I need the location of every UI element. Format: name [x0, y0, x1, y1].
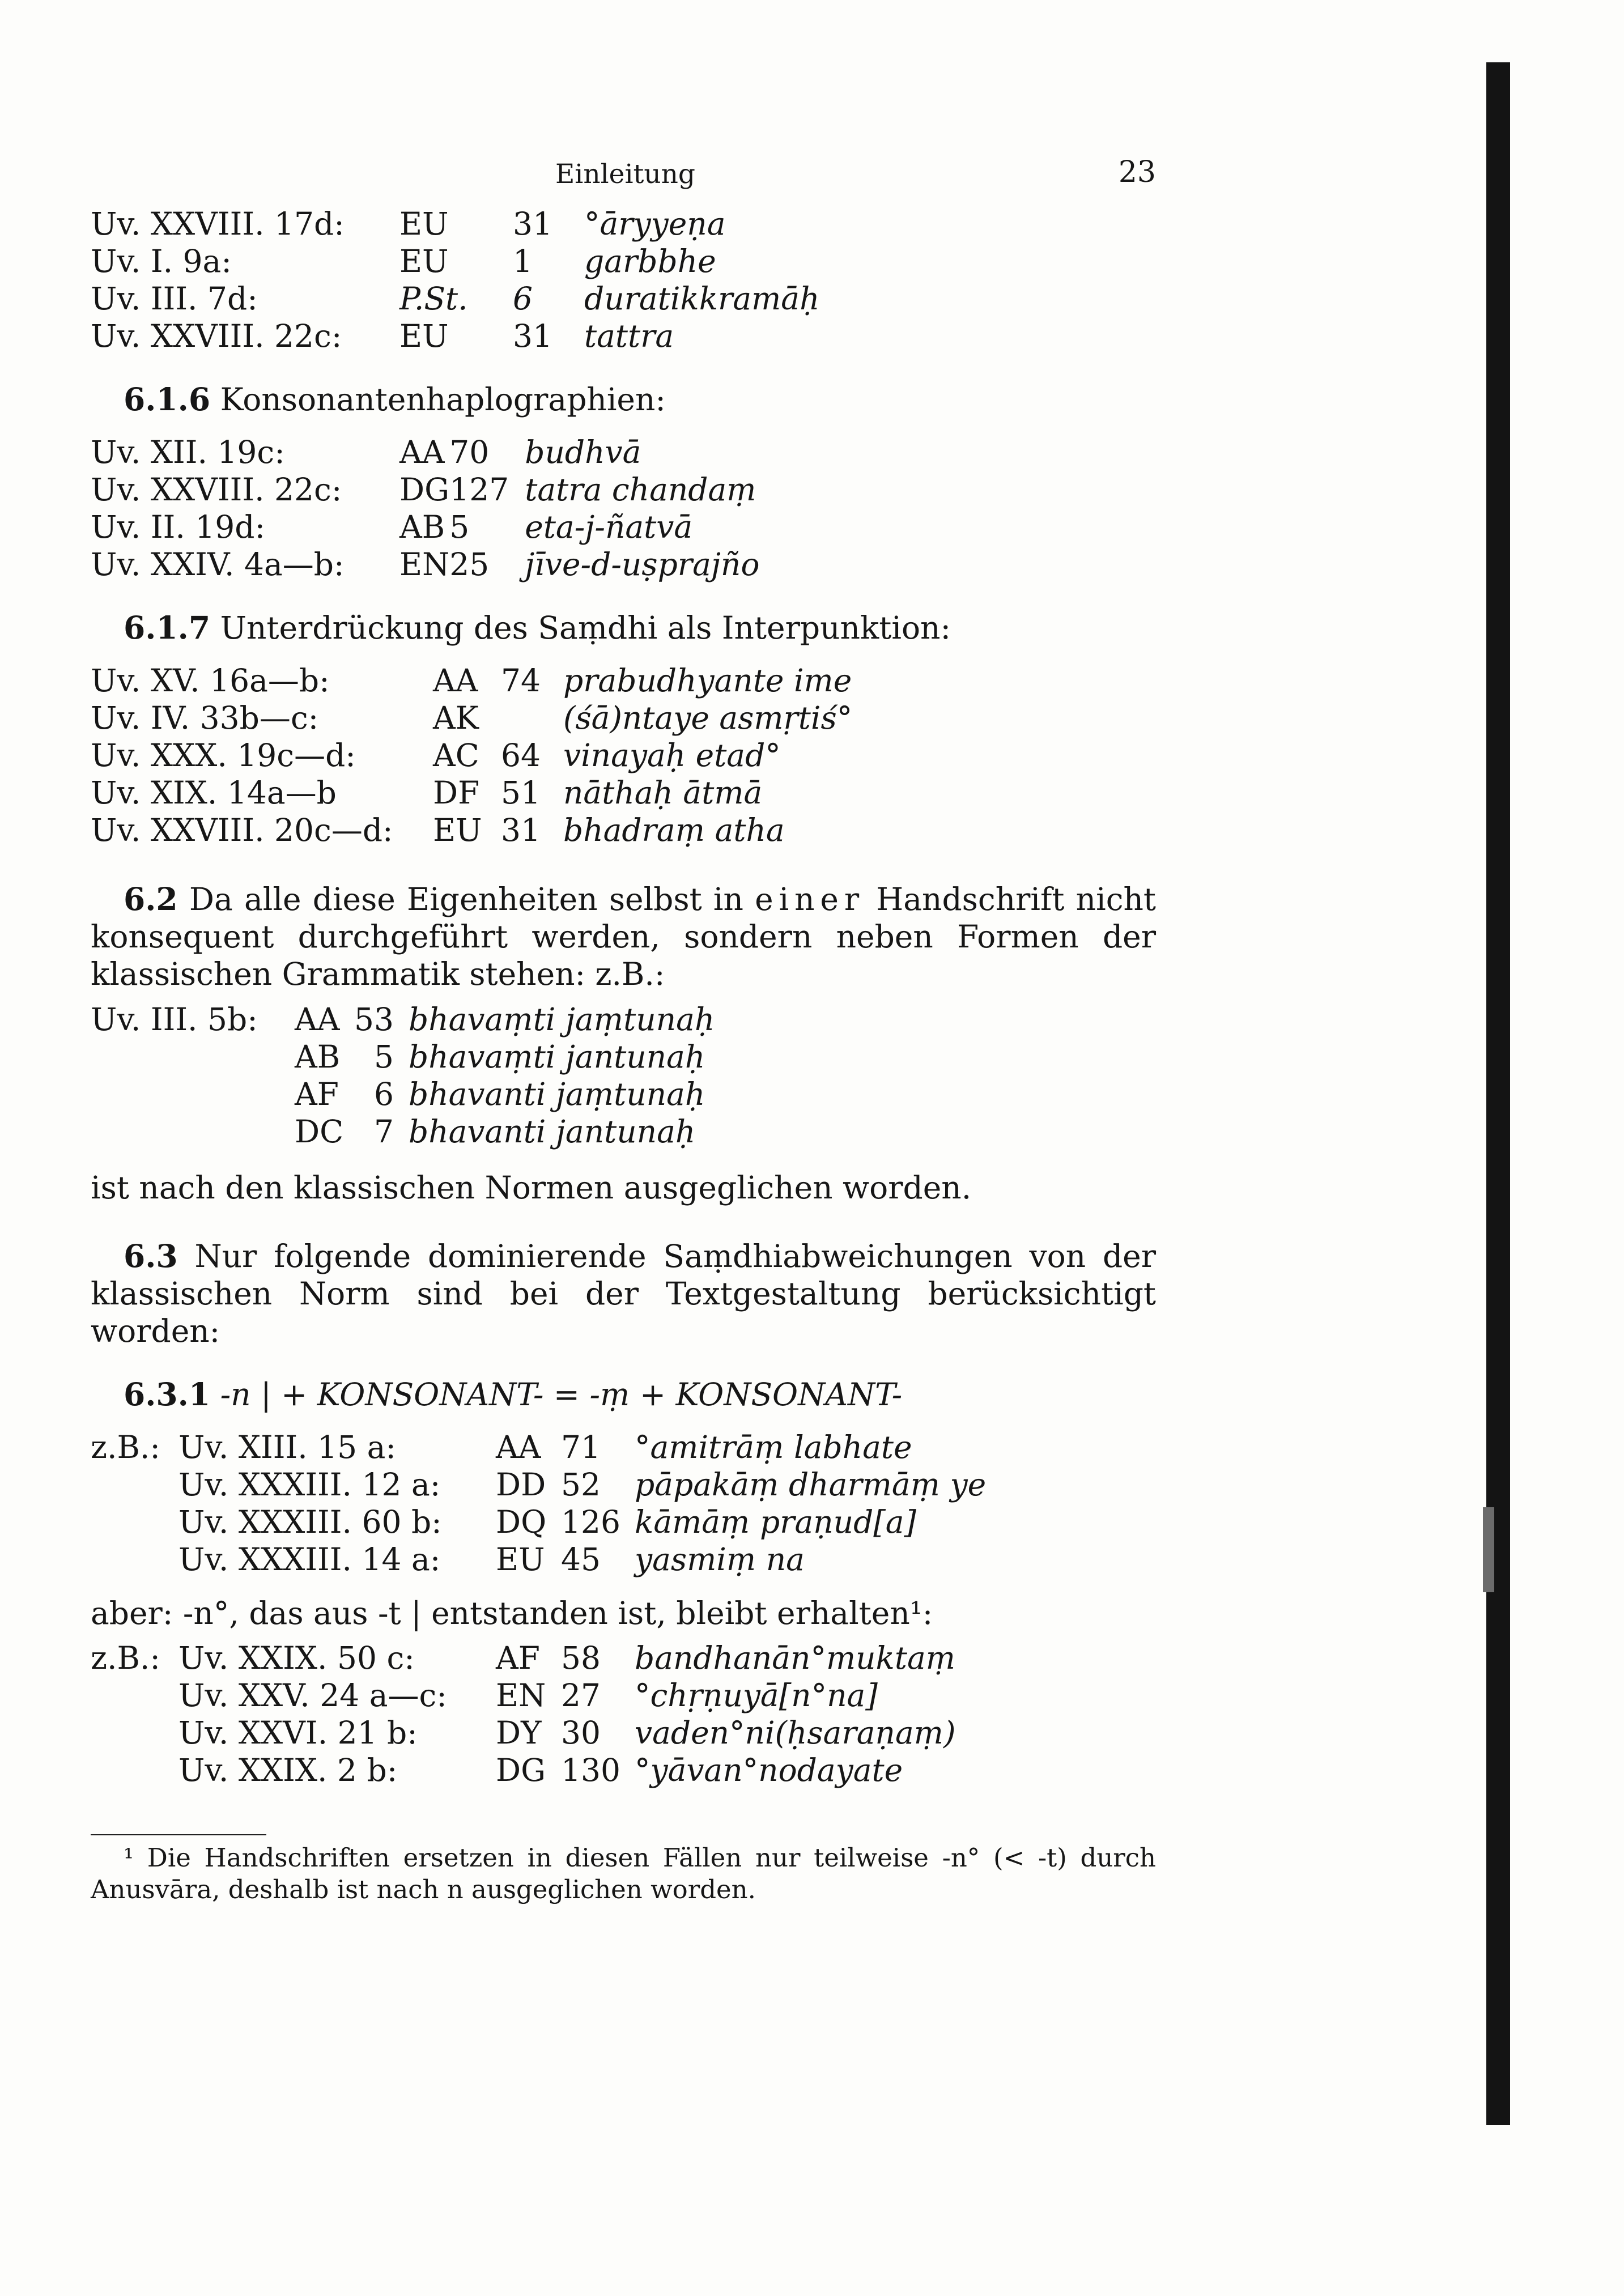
ref-folio: 31	[513, 206, 552, 242]
ref-folio: 58	[561, 1640, 601, 1676]
section-number: 6.3	[124, 1238, 178, 1274]
example-label	[91, 1466, 178, 1503]
ref-folio: 31	[513, 318, 552, 354]
footnote: ¹ Die Handschriften ersetzen in diesen Fällen nur teilweise -n° (< -t) durch Anusvāra, deshalb ist nach n ausgeglichen worden.	[91, 1843, 1156, 1904]
table-row	[91, 1503, 986, 1541]
running-title: Einleitung	[555, 159, 696, 190]
ref-manuscript: EN	[496, 1677, 546, 1714]
ref-source: Uv. XXX. 19c—d:	[91, 737, 356, 773]
ref-form: °chṛṇuyā[n°na]	[635, 1677, 878, 1714]
ref-manuscript: AB	[399, 509, 445, 545]
example-label: z.B.:	[91, 1640, 160, 1676]
ref-form: pāpakāṃ dharmāṃ ye	[635, 1466, 987, 1503]
ref-source: Uv. XXIX. 2 b:	[178, 1752, 398, 1788]
table-row	[91, 699, 852, 737]
ref-form: °āryyeṇa	[584, 206, 726, 242]
table-row	[91, 1714, 956, 1751]
example-label	[91, 1751, 178, 1789]
table-row	[91, 1751, 956, 1789]
paragraph-text: Da alle diese Eigenheiten selbst in	[189, 881, 743, 917]
ref-folio: 45	[561, 1541, 601, 1578]
paragraph-62	[91, 881, 1156, 993]
ref-manuscript: P.St.	[399, 280, 468, 317]
ref-manuscript: DY	[496, 1715, 542, 1751]
ref-form: vinayaḥ etad°	[563, 737, 781, 773]
emphasis-text: einer	[755, 881, 865, 917]
aber-line: aber: -n°, das aus -t | entstanden ist, bleibt erhalten¹:	[91, 1595, 933, 1631]
table-row	[91, 1541, 986, 1578]
ref-form: tattra	[584, 318, 674, 354]
ref-folio: 74	[501, 662, 541, 699]
ref-source: Uv. XXVIII. 20c—d:	[91, 812, 393, 848]
section-number: 6.3.1	[124, 1376, 211, 1413]
ref-form: prabudhyante ime	[563, 662, 852, 699]
table-row	[91, 471, 759, 508]
ref-folio: 71	[561, 1429, 601, 1465]
ref-form: (śā)ntaye asmṛtiś°	[563, 700, 853, 736]
section-heading-617	[124, 609, 1156, 646]
ref-form: vaden°ni(ḥsaraṇaṃ)	[635, 1715, 956, 1751]
ref-source: Uv. XXXIII. 14 a:	[178, 1541, 441, 1578]
ref-manuscript: DG	[399, 471, 450, 508]
ref-source: Uv. XIX. 14a—b	[91, 775, 337, 811]
ref-form: budhvā	[525, 434, 641, 470]
ref-form: yasmiṃ na	[635, 1541, 805, 1578]
example-label	[91, 1714, 178, 1751]
reference-table-62	[91, 1001, 715, 1150]
ref-manuscript: EU	[433, 812, 482, 848]
ref-form: bhavanti jaṃtunaḥ	[409, 1076, 705, 1112]
section-number: 6.1.7	[124, 609, 211, 646]
ref-manuscript: AA	[399, 434, 445, 470]
ref-folio: 25	[449, 546, 490, 582]
ref-folio: 31	[501, 812, 541, 848]
ref-source: Uv. II. 19d:	[91, 509, 266, 545]
ref-manuscript: DQ	[496, 1504, 547, 1540]
ref-form: °amitrāṃ labhate	[635, 1429, 912, 1465]
ref-manuscript: AC	[433, 737, 479, 773]
ref-form: bhavaṃti jantunaḥ	[409, 1039, 705, 1075]
ref-folio: 6	[513, 280, 533, 317]
ref-folio: 5	[374, 1039, 394, 1075]
ref-manuscript: AA	[433, 662, 478, 699]
ref-form: kāmāṃ praṇud[a]	[635, 1504, 917, 1540]
ref-manuscript: AB	[295, 1039, 341, 1075]
table-row	[91, 317, 820, 355]
ref-source: Uv. XXVI. 21 b:	[178, 1715, 418, 1751]
ref-form: bhavaṃti jaṃtunaḥ	[409, 1001, 715, 1038]
section-title: Konsonantenhaplographien:	[220, 381, 666, 418]
reference-table-631-b	[91, 1639, 956, 1789]
ref-form: jīve-d-uṣprajño	[525, 546, 760, 582]
table-row	[91, 433, 759, 471]
ref-source: Uv. XXVIII. 22c:	[91, 471, 342, 508]
ref-form: garbbhe	[584, 243, 716, 279]
table-row	[91, 1428, 986, 1466]
table-row	[91, 1466, 986, 1503]
ref-form: bhadraṃ atha	[563, 812, 785, 848]
book-page	[91, 155, 1157, 1931]
ref-manuscript: AK	[433, 700, 479, 736]
ref-manuscript: EU	[496, 1541, 545, 1578]
sandhi-rule: -n | + KONSONANT- = -ṃ + KONSONANT-	[220, 1376, 903, 1413]
ref-manuscript: AF	[295, 1076, 339, 1112]
table-row	[91, 774, 852, 811]
ref-folio: 127	[449, 471, 509, 508]
ref-manuscript: AA	[295, 1001, 340, 1038]
ref-source: Uv. III. 7d:	[91, 280, 258, 317]
ref-folio: 27	[561, 1677, 601, 1714]
ref-folio: 51	[501, 775, 541, 811]
ref-source: Uv. XIII. 15 a:	[178, 1429, 396, 1465]
ref-folio: 6	[374, 1076, 394, 1112]
ref-form: eta-j-ñatvā	[525, 509, 693, 545]
table-row	[91, 1113, 715, 1150]
table-row	[91, 1075, 715, 1113]
reference-table-616	[91, 433, 759, 583]
table-row	[91, 508, 759, 546]
ref-form: tatra chandaṃ	[525, 471, 756, 508]
ref-manuscript: DC	[295, 1113, 344, 1150]
ref-manuscript: EU	[399, 318, 449, 354]
ref-source: Uv. I. 9a:	[91, 243, 232, 279]
page-number: 23	[1118, 155, 1156, 189]
section-number: 6.2	[124, 881, 178, 917]
table-row	[91, 737, 852, 774]
ref-source: Uv. XXIX. 50 c:	[178, 1640, 415, 1676]
scan-edge-artifact	[1483, 1507, 1494, 1592]
ref-folio: 30	[561, 1715, 601, 1751]
example-label: Uv. III. 5b:	[91, 1001, 258, 1038]
ref-source: Uv. XXXIII. 12 a:	[178, 1466, 441, 1503]
ref-manuscript: EU	[399, 243, 449, 279]
ref-manuscript: DD	[496, 1466, 546, 1503]
reference-table-a	[91, 205, 820, 355]
ref-manuscript: AA	[496, 1429, 541, 1465]
ref-folio: 52	[561, 1466, 601, 1503]
example-label	[91, 1503, 178, 1541]
table-row	[91, 205, 820, 243]
ref-manuscript: DF	[433, 775, 480, 811]
section-title: Unterdrückung des Saṃdhi als Interpunktion:	[220, 610, 951, 646]
reference-table-617	[91, 662, 852, 849]
ref-form: bandhanān°muktaṃ	[635, 1640, 956, 1676]
table-row	[91, 280, 820, 317]
example-label: z.B.:	[91, 1429, 160, 1465]
table-row	[91, 662, 852, 699]
ref-source: Uv. IV. 33b—c:	[91, 700, 319, 736]
ref-folio: 53	[354, 1001, 394, 1038]
ref-form: nāthaḥ ātmā	[563, 775, 763, 811]
running-header	[91, 155, 1156, 198]
ref-source: Uv. XXVIII. 22c:	[91, 318, 342, 354]
ref-manuscript: EN	[399, 546, 450, 582]
table-row	[91, 243, 820, 280]
ref-source: Uv. XXV. 24 a—c:	[178, 1677, 447, 1714]
table-row	[91, 1001, 715, 1038]
ref-source: Uv. XII. 19c:	[91, 434, 285, 470]
ref-folio: 7	[374, 1113, 394, 1150]
paragraph-text: Handschrift nicht konsequent durchgeführt werden, sondern neben Formen der klassischen Grammatik stehen: z.B.:	[91, 881, 1157, 992]
paragraph-63	[91, 1238, 1156, 1350]
table-row	[91, 1677, 956, 1714]
ref-source: Uv. XXIV. 4a—b:	[91, 546, 345, 582]
ref-folio: 64	[501, 737, 541, 773]
paragraph-text: Nur folgende dominierende Saṃdhiabweichungen von der klassischen Norm sind bei der Textgestaltung berücksichtigt worden:	[91, 1238, 1156, 1349]
ref-manuscript: AF	[496, 1640, 540, 1676]
reference-table-631	[91, 1428, 986, 1578]
table-row	[91, 1038, 715, 1075]
ref-folio	[501, 699, 563, 737]
ref-folio: 126	[561, 1504, 620, 1540]
ref-form: duratikkramāḥ	[584, 280, 820, 317]
ref-folio: 130	[561, 1752, 620, 1788]
section-number: 6.1.6	[124, 381, 211, 418]
ref-form: °yāvan°nodayate	[635, 1752, 903, 1788]
ref-manuscript: DG	[496, 1752, 546, 1788]
scan-edge-shadow	[1486, 62, 1510, 2125]
ref-folio: 5	[449, 509, 470, 545]
table-row	[91, 1639, 956, 1677]
section-heading-631	[124, 1376, 1156, 1413]
paragraph-62-conclusion: ist nach den klassischen Normen ausgeglichen worden.	[91, 1170, 972, 1206]
ref-form: bhavanti jantunaḥ	[409, 1113, 696, 1150]
ref-folio: 1	[513, 243, 533, 279]
example-label	[91, 1677, 178, 1714]
ref-source: Uv. XXXIII. 60 b:	[178, 1504, 442, 1540]
ref-folio: 70	[449, 434, 490, 470]
ref-source: Uv. XV. 16a—b:	[91, 662, 330, 699]
ref-manuscript: EU	[399, 206, 449, 242]
footnote-divider	[91, 1834, 266, 1835]
section-heading-616	[124, 381, 1156, 418]
table-row	[91, 546, 759, 583]
ref-source: Uv. XXVIII. 17d:	[91, 206, 345, 242]
table-row	[91, 811, 852, 849]
example-label	[91, 1541, 178, 1578]
